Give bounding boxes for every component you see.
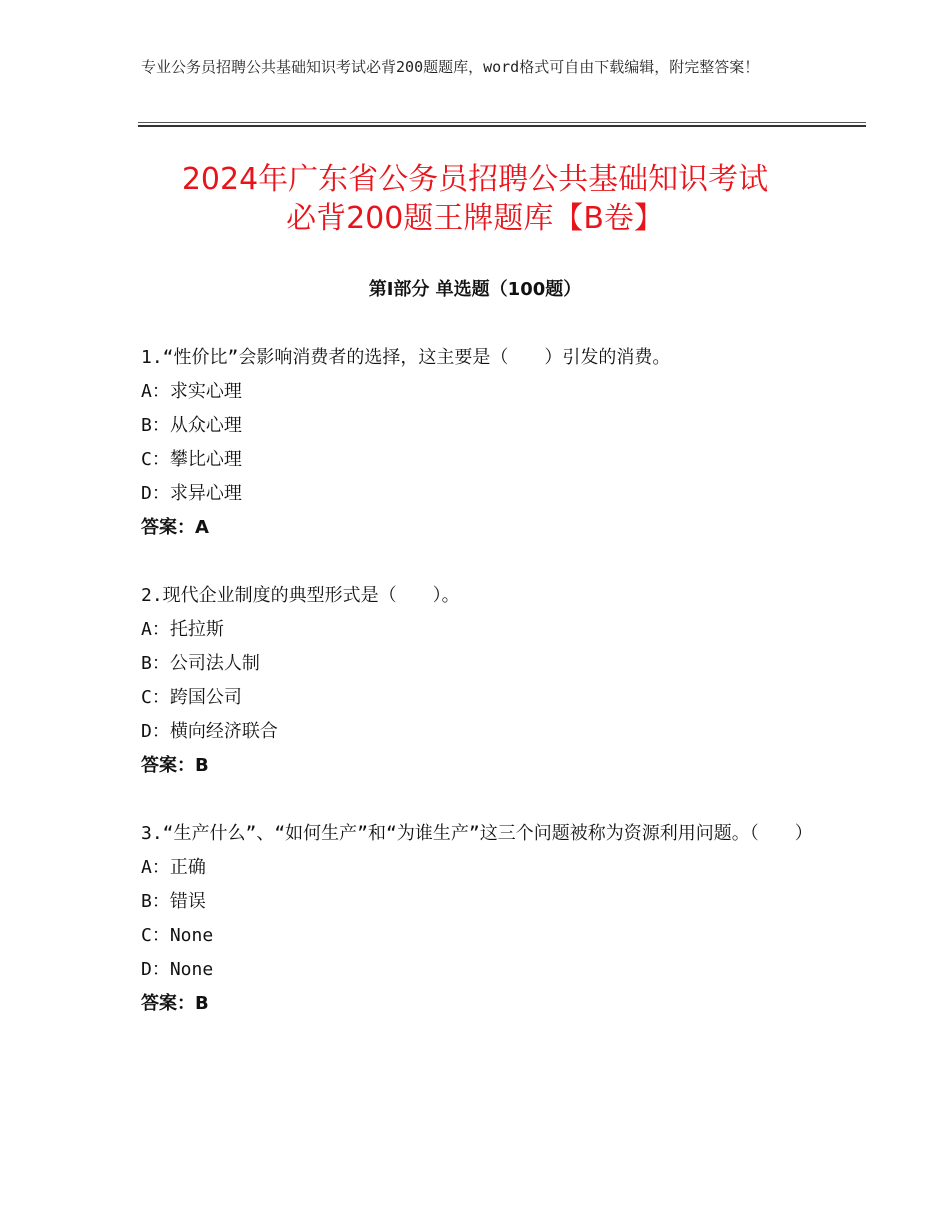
- option-d: D：求异心理: [141, 483, 242, 504]
- option-a: A：求实心理: [141, 381, 242, 402]
- option-b: B：从众心理: [141, 415, 242, 436]
- question-stem: 3.“生产什么”、“如何生产”和“为谁生产”这三个问题被称为资源利用问题。（ ）: [141, 823, 813, 844]
- document-title-line-1: 2024年广东省公务员招聘公共基础知识考试: [181, 162, 769, 197]
- option-a: A：正确: [141, 857, 206, 878]
- answer-line: 答案：B: [141, 755, 209, 776]
- option-c: C：None: [141, 925, 214, 946]
- option-b: B：错误: [141, 891, 206, 912]
- question-stem: 2.现代企业制度的典型形式是（ ）。: [141, 585, 460, 606]
- document-title-line-2: 必背200题王牌题库【B卷】: [286, 201, 664, 236]
- header-divider-thin: [138, 122, 866, 123]
- header-note: 专业公务员招聘公共基础知识考试必背200题题库，word格式可自由下载编辑，附完整答案！: [141, 58, 760, 76]
- answer-line: 答案：B: [141, 993, 209, 1014]
- option-c: C：攀比心理: [141, 449, 242, 470]
- option-d: D：横向经济联合: [141, 721, 278, 742]
- question-item: [141, 579, 821, 783]
- answer-line: 答案：A: [141, 517, 209, 538]
- document-title: [60, 160, 890, 238]
- option-c: C：跨国公司: [141, 687, 242, 708]
- header-divider-thick: [138, 125, 866, 127]
- question-item: [141, 341, 821, 545]
- option-d: D：None: [141, 959, 214, 980]
- option-b: B：公司法人制: [141, 653, 260, 674]
- option-a: A：托拉斯: [141, 619, 224, 640]
- question-stem: 1.“性价比”会影响消费者的选择，这主要是（ ）引发的消费。: [141, 347, 671, 368]
- question-list: [141, 341, 821, 1055]
- question-item: [141, 817, 821, 1021]
- section-heading: 第Ⅰ部分 单选题（100题）: [368, 279, 582, 300]
